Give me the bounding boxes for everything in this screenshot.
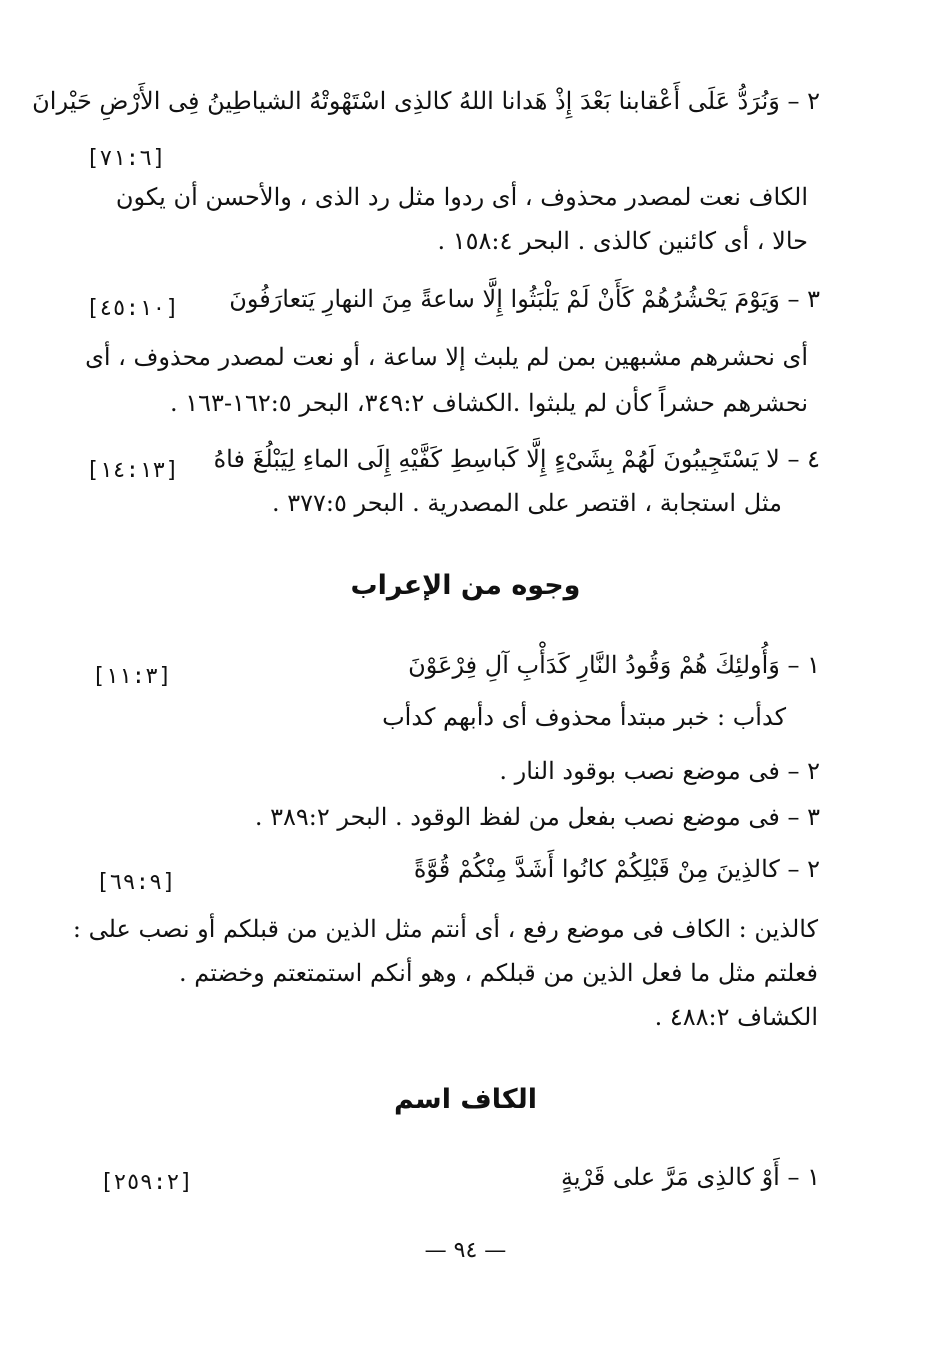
commentary-line: كالذين : الكاف فى موضع رفع ، أى أنتم مثل الذين من قبلكم أو نصب على : xyxy=(72,915,818,943)
section-heading: الكاف اسم xyxy=(394,1084,537,1115)
commentary-line: ٣ – فى موضع نصب بفعل من لفظ الوقود . البحر ٣٨٩:٢ . xyxy=(254,803,820,831)
verse-reference: [٤٥:١٠] xyxy=(86,296,179,321)
verse-reference: [١٤:١٣] xyxy=(86,458,179,483)
verse-line: ١ – وَأُولئِكَ هُمْ وَقُودُ النَّارِ كَدَأْبِ آلِ فِرْعَوْنَ xyxy=(408,651,820,679)
verse-line: ٢ – وَنُرَدُّ عَلَى أَعْقابنا بَعْدَ إِذْ هَدانا اللهُ كالذِى اسْتَهْوتْهُ الشياطِينُ فِى الأَرْضِ حَيْرانَ xyxy=(32,87,820,115)
commentary-line: أى نحشرهم مشبهين بمن لم يلبث إلا ساعة ، أو نعت لمصدر محذوف ، أى xyxy=(85,343,808,371)
verse-line: ٤ – لا يَسْتَجِيبُونَ لَهُمْ بِشَىْءٍ إِلَّا كَباسِطِ كَفَّيْهِ إِلَى الماءِ لِيَبْلُغَ فاهُ xyxy=(213,445,820,473)
commentary-line: كدأب : خبر مبتدأ محذوف أى دأبهم كدأب xyxy=(382,703,786,731)
commentary-line: الكاف نعت لمصدر محذوف ، أى ردوا مثل رد الذى ، والأحسن أن يكون xyxy=(115,183,808,211)
commentary-line: الكشاف ٤٨٨:٢ . xyxy=(654,1003,818,1031)
commentary-line: حالا ، أى كائنين كالذى . البحر ١٥٨:٤ . xyxy=(437,227,808,255)
verse-reference: [٧١:٦] xyxy=(86,146,166,171)
verse-line: ٢ – كالذِينَ مِنْ قَبْلِكُمْ كانُوا أَشَدَّ مِنْكُمْ قُوَّةً xyxy=(413,855,820,883)
page-number: — ٩٤ — xyxy=(424,1238,507,1263)
commentary-line: مثل استجابة ، اقتصر على المصدرية . البحر ٣٧٧:٥ . xyxy=(271,489,782,517)
verse-line: ١ – أَوْ كالذِى مَرَّ على قَرْيةٍ xyxy=(561,1163,820,1191)
commentary-line: ٢ – فى موضع نصب بوقود النار . xyxy=(499,757,820,785)
verse-reference: [١١:٣] xyxy=(92,664,172,689)
section-heading: وجوه من الإعراب xyxy=(350,570,581,601)
verse-reference: [٢٥٩:٢] xyxy=(100,1170,193,1195)
commentary-line: نحشرهم حشراً كأن لم يلبثوا .الكشاف ٣٤٩:٢، البحر ١٦٢:٥-١٦٣ . xyxy=(170,389,808,417)
commentary-line: فعلتم مثل ما فعل الذين من قبلكم ، وهو أنكم استمتعتم وخضتم . xyxy=(179,959,818,987)
verse-reference: [٦٩:٩] xyxy=(96,870,176,895)
verse-line: ٣ – وَيَوْمَ يَحْشُرُهُمْ كَأَنْ لَمْ يَلْبَثُوا إِلَّا ساعةً مِنَ النهارِ يَتعارَفُونَ xyxy=(229,285,820,313)
